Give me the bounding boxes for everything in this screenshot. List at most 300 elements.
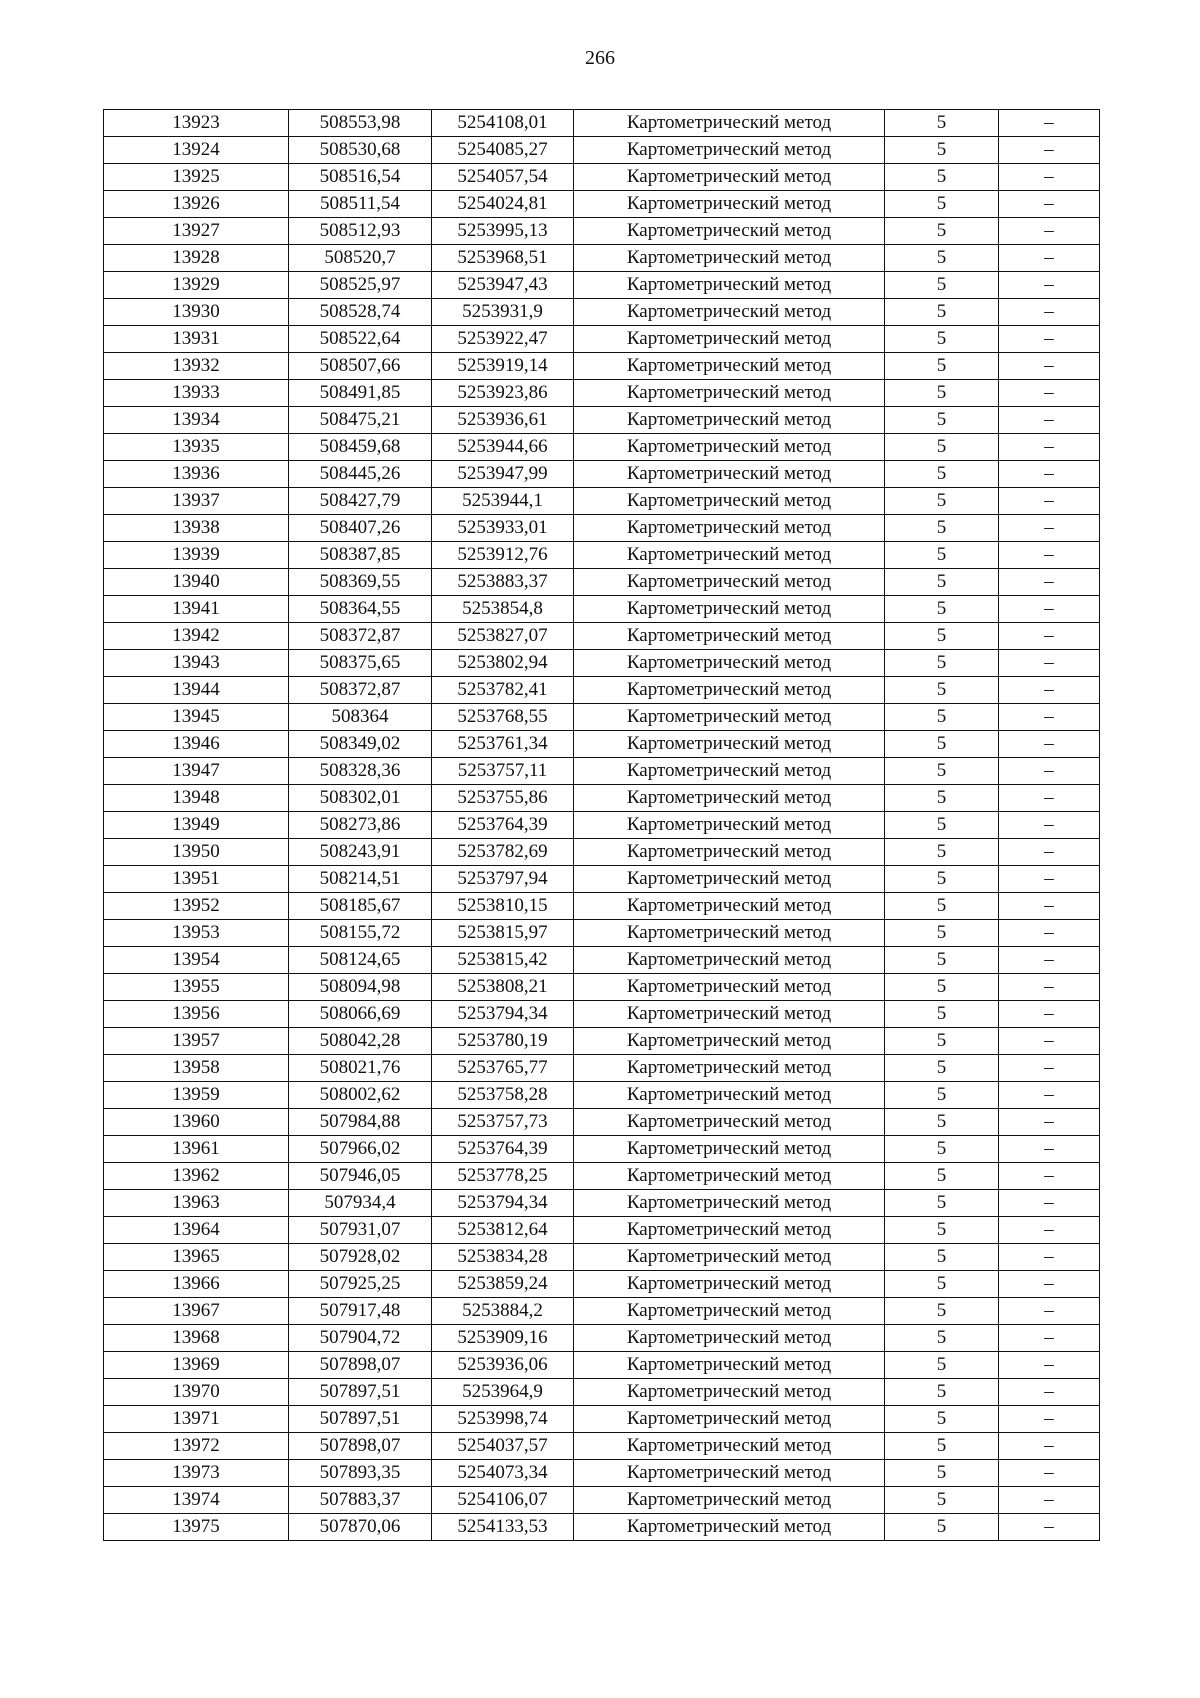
x-coordinate-cell: 508066,69 xyxy=(289,1001,432,1028)
y-coordinate-cell: 5253909,16 xyxy=(432,1325,574,1352)
table-row xyxy=(104,461,1100,488)
table-row xyxy=(104,1271,1100,1298)
method-cell: Картометрический метод xyxy=(574,866,885,893)
y-coordinate-cell: 5253883,37 xyxy=(432,569,574,596)
point-number-cell: 13929 xyxy=(104,272,289,299)
y-coordinate-cell: 5253912,76 xyxy=(432,542,574,569)
accuracy-cell: 5 xyxy=(885,1244,999,1271)
y-coordinate-cell: 5254108,01 xyxy=(432,110,574,137)
point-number-cell: 13950 xyxy=(104,839,289,866)
accuracy-cell: 5 xyxy=(885,1460,999,1487)
x-coordinate-cell: 508372,87 xyxy=(289,677,432,704)
note-cell: – xyxy=(999,407,1100,434)
note-cell: – xyxy=(999,947,1100,974)
point-number-cell: 13961 xyxy=(104,1136,289,1163)
table-row xyxy=(104,1244,1100,1271)
point-number-cell: 13960 xyxy=(104,1109,289,1136)
point-number-cell: 13927 xyxy=(104,218,289,245)
method-cell: Картометрический метод xyxy=(574,1352,885,1379)
note-cell: – xyxy=(999,1055,1100,1082)
accuracy-cell: 5 xyxy=(885,785,999,812)
note-cell: – xyxy=(999,839,1100,866)
point-number-cell: 13948 xyxy=(104,785,289,812)
method-cell: Картометрический метод xyxy=(574,353,885,380)
method-cell: Картометрический метод xyxy=(574,1271,885,1298)
accuracy-cell: 5 xyxy=(885,542,999,569)
point-number-cell: 13938 xyxy=(104,515,289,542)
point-number-cell: 13940 xyxy=(104,569,289,596)
table-row xyxy=(104,650,1100,677)
method-cell: Картометрический метод xyxy=(574,839,885,866)
method-cell: Картометрический метод xyxy=(574,812,885,839)
note-cell: – xyxy=(999,218,1100,245)
y-coordinate-cell: 5253854,8 xyxy=(432,596,574,623)
y-coordinate-cell: 5253808,21 xyxy=(432,974,574,1001)
point-number-cell: 13973 xyxy=(104,1460,289,1487)
point-number-cell: 13923 xyxy=(104,110,289,137)
accuracy-cell: 5 xyxy=(885,461,999,488)
method-cell: Картометрический метод xyxy=(574,677,885,704)
accuracy-cell: 5 xyxy=(885,515,999,542)
accuracy-cell: 5 xyxy=(885,218,999,245)
accuracy-cell: 5 xyxy=(885,164,999,191)
x-coordinate-cell: 508328,36 xyxy=(289,758,432,785)
point-number-cell: 13962 xyxy=(104,1163,289,1190)
y-coordinate-cell: 5253782,41 xyxy=(432,677,574,704)
method-cell: Картометрический метод xyxy=(574,1055,885,1082)
y-coordinate-cell: 5253778,25 xyxy=(432,1163,574,1190)
x-coordinate-cell: 508530,68 xyxy=(289,137,432,164)
note-cell: – xyxy=(999,515,1100,542)
note-cell: – xyxy=(999,488,1100,515)
table-row xyxy=(104,1163,1100,1190)
x-coordinate-cell: 508407,26 xyxy=(289,515,432,542)
table-row xyxy=(104,596,1100,623)
point-number-cell: 13932 xyxy=(104,353,289,380)
accuracy-cell: 5 xyxy=(885,407,999,434)
table-row xyxy=(104,1001,1100,1028)
accuracy-cell: 5 xyxy=(885,596,999,623)
x-coordinate-cell: 508302,01 xyxy=(289,785,432,812)
x-coordinate-cell: 508243,91 xyxy=(289,839,432,866)
note-cell: – xyxy=(999,974,1100,1001)
method-cell: Картометрический метод xyxy=(574,407,885,434)
point-number-cell: 13966 xyxy=(104,1271,289,1298)
table-row xyxy=(104,704,1100,731)
y-coordinate-cell: 5254073,34 xyxy=(432,1460,574,1487)
note-cell: – xyxy=(999,542,1100,569)
accuracy-cell: 5 xyxy=(885,839,999,866)
x-coordinate-cell: 508507,66 xyxy=(289,353,432,380)
x-coordinate-cell: 507934,4 xyxy=(289,1190,432,1217)
accuracy-cell: 5 xyxy=(885,299,999,326)
method-cell: Картометрический метод xyxy=(574,461,885,488)
accuracy-cell: 5 xyxy=(885,920,999,947)
point-number-cell: 13969 xyxy=(104,1352,289,1379)
note-cell: – xyxy=(999,920,1100,947)
table-row xyxy=(104,1433,1100,1460)
point-number-cell: 13936 xyxy=(104,461,289,488)
y-coordinate-cell: 5253794,34 xyxy=(432,1001,574,1028)
point-number-cell: 13935 xyxy=(104,434,289,461)
point-number-cell: 13942 xyxy=(104,623,289,650)
x-coordinate-cell: 508553,98 xyxy=(289,110,432,137)
table-row xyxy=(104,1109,1100,1136)
y-coordinate-cell: 5254024,81 xyxy=(432,191,574,218)
table-row xyxy=(104,299,1100,326)
accuracy-cell: 5 xyxy=(885,704,999,731)
method-cell: Картометрический метод xyxy=(574,218,885,245)
y-coordinate-cell: 5253764,39 xyxy=(432,812,574,839)
point-number-cell: 13956 xyxy=(104,1001,289,1028)
method-cell: Картометрический метод xyxy=(574,1379,885,1406)
x-coordinate-cell: 508364,55 xyxy=(289,596,432,623)
x-coordinate-cell: 507898,07 xyxy=(289,1352,432,1379)
note-cell: – xyxy=(999,1406,1100,1433)
note-cell: – xyxy=(999,1109,1100,1136)
point-number-cell: 13949 xyxy=(104,812,289,839)
point-number-cell: 13967 xyxy=(104,1298,289,1325)
point-number-cell: 13951 xyxy=(104,866,289,893)
y-coordinate-cell: 5253757,73 xyxy=(432,1109,574,1136)
point-number-cell: 13937 xyxy=(104,488,289,515)
note-cell: – xyxy=(999,1028,1100,1055)
y-coordinate-cell: 5253815,97 xyxy=(432,920,574,947)
accuracy-cell: 5 xyxy=(885,947,999,974)
y-coordinate-cell: 5253802,94 xyxy=(432,650,574,677)
table-row xyxy=(104,893,1100,920)
point-number-cell: 13954 xyxy=(104,947,289,974)
point-number-cell: 13965 xyxy=(104,1244,289,1271)
point-number-cell: 13926 xyxy=(104,191,289,218)
note-cell: – xyxy=(999,137,1100,164)
coordinates-table-body xyxy=(104,110,1100,1541)
method-cell: Картометрический метод xyxy=(574,515,885,542)
accuracy-cell: 5 xyxy=(885,1136,999,1163)
note-cell: – xyxy=(999,1325,1100,1352)
y-coordinate-cell: 5253810,15 xyxy=(432,893,574,920)
table-row xyxy=(104,272,1100,299)
accuracy-cell: 5 xyxy=(885,1217,999,1244)
accuracy-cell: 5 xyxy=(885,1352,999,1379)
table-row xyxy=(104,920,1100,947)
accuracy-cell: 5 xyxy=(885,488,999,515)
accuracy-cell: 5 xyxy=(885,326,999,353)
point-number-cell: 13968 xyxy=(104,1325,289,1352)
table-row xyxy=(104,947,1100,974)
note-cell: – xyxy=(999,1136,1100,1163)
accuracy-cell: 5 xyxy=(885,758,999,785)
note-cell: – xyxy=(999,299,1100,326)
x-coordinate-cell: 508042,28 xyxy=(289,1028,432,1055)
method-cell: Картометрический метод xyxy=(574,299,885,326)
note-cell: – xyxy=(999,1460,1100,1487)
accuracy-cell: 5 xyxy=(885,1298,999,1325)
accuracy-cell: 5 xyxy=(885,1055,999,1082)
point-number-cell: 13925 xyxy=(104,164,289,191)
table-row xyxy=(104,542,1100,569)
y-coordinate-cell: 5253757,11 xyxy=(432,758,574,785)
accuracy-cell: 5 xyxy=(885,731,999,758)
table-row xyxy=(104,731,1100,758)
x-coordinate-cell: 508021,76 xyxy=(289,1055,432,1082)
x-coordinate-cell: 508372,87 xyxy=(289,623,432,650)
point-number-cell: 13934 xyxy=(104,407,289,434)
y-coordinate-cell: 5254037,57 xyxy=(432,1433,574,1460)
y-coordinate-cell: 5253936,06 xyxy=(432,1352,574,1379)
accuracy-cell: 5 xyxy=(885,1514,999,1541)
point-number-cell: 13974 xyxy=(104,1487,289,1514)
note-cell: – xyxy=(999,1244,1100,1271)
accuracy-cell: 5 xyxy=(885,110,999,137)
table-row xyxy=(104,1028,1100,1055)
note-cell: – xyxy=(999,704,1100,731)
table-row xyxy=(104,110,1100,137)
x-coordinate-cell: 508155,72 xyxy=(289,920,432,947)
method-cell: Картометрический метод xyxy=(574,704,885,731)
accuracy-cell: 5 xyxy=(885,1109,999,1136)
y-coordinate-cell: 5253815,42 xyxy=(432,947,574,974)
y-coordinate-cell: 5253834,28 xyxy=(432,1244,574,1271)
y-coordinate-cell: 5253764,39 xyxy=(432,1136,574,1163)
accuracy-cell: 5 xyxy=(885,569,999,596)
note-cell: – xyxy=(999,812,1100,839)
method-cell: Картометрический метод xyxy=(574,1514,885,1541)
accuracy-cell: 5 xyxy=(885,380,999,407)
point-number-cell: 13930 xyxy=(104,299,289,326)
table-row xyxy=(104,569,1100,596)
accuracy-cell: 5 xyxy=(885,974,999,1001)
note-cell: – xyxy=(999,1082,1100,1109)
table-row xyxy=(104,137,1100,164)
accuracy-cell: 5 xyxy=(885,191,999,218)
method-cell: Картометрический метод xyxy=(574,164,885,191)
y-coordinate-cell: 5253761,34 xyxy=(432,731,574,758)
x-coordinate-cell: 508214,51 xyxy=(289,866,432,893)
note-cell: – xyxy=(999,272,1100,299)
accuracy-cell: 5 xyxy=(885,1271,999,1298)
x-coordinate-cell: 507870,06 xyxy=(289,1514,432,1541)
method-cell: Картометрический метод xyxy=(574,947,885,974)
x-coordinate-cell: 508491,85 xyxy=(289,380,432,407)
note-cell: – xyxy=(999,596,1100,623)
table-row xyxy=(104,380,1100,407)
note-cell: – xyxy=(999,623,1100,650)
note-cell: – xyxy=(999,1190,1100,1217)
note-cell: – xyxy=(999,1217,1100,1244)
y-coordinate-cell: 5253964,9 xyxy=(432,1379,574,1406)
x-coordinate-cell: 508516,54 xyxy=(289,164,432,191)
accuracy-cell: 5 xyxy=(885,353,999,380)
y-coordinate-cell: 5253780,19 xyxy=(432,1028,574,1055)
method-cell: Картометрический метод xyxy=(574,1487,885,1514)
note-cell: – xyxy=(999,1271,1100,1298)
note-cell: – xyxy=(999,785,1100,812)
note-cell: – xyxy=(999,1433,1100,1460)
table-row xyxy=(104,677,1100,704)
y-coordinate-cell: 5254133,53 xyxy=(432,1514,574,1541)
y-coordinate-cell: 5253812,64 xyxy=(432,1217,574,1244)
y-coordinate-cell: 5253782,69 xyxy=(432,839,574,866)
table-row xyxy=(104,1217,1100,1244)
method-cell: Картометрический метод xyxy=(574,542,885,569)
point-number-cell: 13946 xyxy=(104,731,289,758)
y-coordinate-cell: 5253923,86 xyxy=(432,380,574,407)
x-coordinate-cell: 508349,02 xyxy=(289,731,432,758)
y-coordinate-cell: 5253933,01 xyxy=(432,515,574,542)
point-number-cell: 13955 xyxy=(104,974,289,1001)
note-cell: – xyxy=(999,191,1100,218)
method-cell: Картометрический метод xyxy=(574,1217,885,1244)
accuracy-cell: 5 xyxy=(885,650,999,677)
accuracy-cell: 5 xyxy=(885,1379,999,1406)
y-coordinate-cell: 5253947,43 xyxy=(432,272,574,299)
x-coordinate-cell: 508002,62 xyxy=(289,1082,432,1109)
y-coordinate-cell: 5253995,13 xyxy=(432,218,574,245)
method-cell: Картометрический метод xyxy=(574,488,885,515)
note-cell: – xyxy=(999,677,1100,704)
x-coordinate-cell: 508522,64 xyxy=(289,326,432,353)
table-row xyxy=(104,974,1100,1001)
x-coordinate-cell: 507897,51 xyxy=(289,1406,432,1433)
point-number-cell: 13963 xyxy=(104,1190,289,1217)
point-number-cell: 13957 xyxy=(104,1028,289,1055)
note-cell: – xyxy=(999,353,1100,380)
x-coordinate-cell: 508427,79 xyxy=(289,488,432,515)
x-coordinate-cell: 508185,67 xyxy=(289,893,432,920)
table-row xyxy=(104,1136,1100,1163)
note-cell: – xyxy=(999,866,1100,893)
method-cell: Картометрический метод xyxy=(574,1109,885,1136)
y-coordinate-cell: 5253998,74 xyxy=(432,1406,574,1433)
accuracy-cell: 5 xyxy=(885,893,999,920)
x-coordinate-cell: 508525,97 xyxy=(289,272,432,299)
method-cell: Картометрический метод xyxy=(574,920,885,947)
x-coordinate-cell: 508512,93 xyxy=(289,218,432,245)
table-row xyxy=(104,191,1100,218)
accuracy-cell: 5 xyxy=(885,1082,999,1109)
accuracy-cell: 5 xyxy=(885,1190,999,1217)
table-row xyxy=(104,218,1100,245)
point-number-cell: 13945 xyxy=(104,704,289,731)
method-cell: Картометрический метод xyxy=(574,191,885,218)
method-cell: Картометрический метод xyxy=(574,434,885,461)
method-cell: Картометрический метод xyxy=(574,326,885,353)
x-coordinate-cell: 507928,02 xyxy=(289,1244,432,1271)
method-cell: Картометрический метод xyxy=(574,1460,885,1487)
point-number-cell: 13924 xyxy=(104,137,289,164)
accuracy-cell: 5 xyxy=(885,866,999,893)
method-cell: Картометрический метод xyxy=(574,758,885,785)
note-cell: – xyxy=(999,164,1100,191)
accuracy-cell: 5 xyxy=(885,1163,999,1190)
accuracy-cell: 5 xyxy=(885,272,999,299)
accuracy-cell: 5 xyxy=(885,1325,999,1352)
y-coordinate-cell: 5253797,94 xyxy=(432,866,574,893)
method-cell: Картометрический метод xyxy=(574,1298,885,1325)
coordinates-table xyxy=(103,109,1100,1541)
table-row xyxy=(104,623,1100,650)
y-coordinate-cell: 5253944,66 xyxy=(432,434,574,461)
x-coordinate-cell: 507946,05 xyxy=(289,1163,432,1190)
method-cell: Картометрический метод xyxy=(574,1433,885,1460)
point-number-cell: 13964 xyxy=(104,1217,289,1244)
table-row xyxy=(104,1460,1100,1487)
note-cell: – xyxy=(999,1298,1100,1325)
accuracy-cell: 5 xyxy=(885,1406,999,1433)
point-number-cell: 13975 xyxy=(104,1514,289,1541)
note-cell: – xyxy=(999,758,1100,785)
x-coordinate-cell: 507966,02 xyxy=(289,1136,432,1163)
point-number-cell: 13928 xyxy=(104,245,289,272)
method-cell: Картометрический метод xyxy=(574,1190,885,1217)
method-cell: Картометрический метод xyxy=(574,380,885,407)
note-cell: – xyxy=(999,731,1100,758)
y-coordinate-cell: 5254085,27 xyxy=(432,137,574,164)
y-coordinate-cell: 5254057,54 xyxy=(432,164,574,191)
note-cell: – xyxy=(999,1379,1100,1406)
x-coordinate-cell: 508369,55 xyxy=(289,569,432,596)
point-number-cell: 13970 xyxy=(104,1379,289,1406)
table-row xyxy=(104,1379,1100,1406)
table-row xyxy=(104,434,1100,461)
method-cell: Картометрический метод xyxy=(574,974,885,1001)
table-row xyxy=(104,1325,1100,1352)
method-cell: Картометрический метод xyxy=(574,1406,885,1433)
y-coordinate-cell: 5253922,47 xyxy=(432,326,574,353)
y-coordinate-cell: 5254106,07 xyxy=(432,1487,574,1514)
table-row xyxy=(104,1487,1100,1514)
note-cell: – xyxy=(999,650,1100,677)
note-cell: – xyxy=(999,245,1100,272)
note-cell: – xyxy=(999,326,1100,353)
x-coordinate-cell: 507917,48 xyxy=(289,1298,432,1325)
x-coordinate-cell: 507904,72 xyxy=(289,1325,432,1352)
table-row xyxy=(104,839,1100,866)
table-row xyxy=(104,326,1100,353)
note-cell: – xyxy=(999,434,1100,461)
note-cell: – xyxy=(999,893,1100,920)
method-cell: Картометрический метод xyxy=(574,650,885,677)
accuracy-cell: 5 xyxy=(885,245,999,272)
y-coordinate-cell: 5253944,1 xyxy=(432,488,574,515)
method-cell: Картометрический метод xyxy=(574,596,885,623)
x-coordinate-cell: 508124,65 xyxy=(289,947,432,974)
point-number-cell: 13941 xyxy=(104,596,289,623)
method-cell: Картометрический метод xyxy=(574,110,885,137)
point-number-cell: 13947 xyxy=(104,758,289,785)
note-cell: – xyxy=(999,380,1100,407)
method-cell: Картометрический метод xyxy=(574,569,885,596)
table-row xyxy=(104,866,1100,893)
method-cell: Картометрический метод xyxy=(574,623,885,650)
point-number-cell: 13958 xyxy=(104,1055,289,1082)
x-coordinate-cell: 507925,25 xyxy=(289,1271,432,1298)
note-cell: – xyxy=(999,1514,1100,1541)
y-coordinate-cell: 5253919,14 xyxy=(432,353,574,380)
x-coordinate-cell: 507984,88 xyxy=(289,1109,432,1136)
note-cell: – xyxy=(999,1352,1100,1379)
x-coordinate-cell: 508387,85 xyxy=(289,542,432,569)
x-coordinate-cell: 508459,68 xyxy=(289,434,432,461)
accuracy-cell: 5 xyxy=(885,1001,999,1028)
x-coordinate-cell: 507931,07 xyxy=(289,1217,432,1244)
x-coordinate-cell: 507883,37 xyxy=(289,1487,432,1514)
table-row xyxy=(104,1406,1100,1433)
x-coordinate-cell: 508375,65 xyxy=(289,650,432,677)
table-row xyxy=(104,488,1100,515)
x-coordinate-cell: 507897,51 xyxy=(289,1379,432,1406)
